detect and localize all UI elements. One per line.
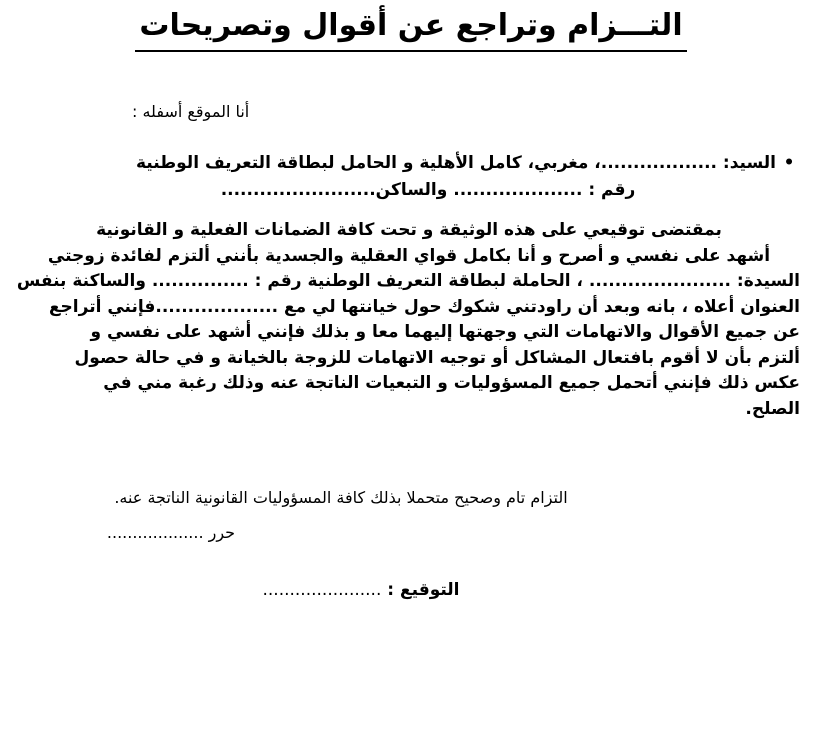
date-field: حرر ...................: [106, 523, 236, 542]
intro-text: أنا الموقع أسفله :: [132, 102, 250, 121]
body-paragraph: [18, 218, 800, 422]
body-line: بمقتضى توقيعي على هذه الوثيقة و تحت كافة الضمانات الفعلية و القانونية: [96, 220, 722, 240]
closing-statement: التزام تام وصحيح متحملا بذلك كافة المسؤوليات القانونية الناتجة عنه.: [114, 488, 568, 507]
identity-line-2: رقم : .................... والساكن........................: [220, 180, 636, 200]
body-line: العنوان أعلاه ، بانه وبعد أن راودتني شكوك حول خيانتها لي مع ...................فإنني أتراجع: [48, 296, 800, 317]
signature-dots: ......................: [262, 580, 382, 600]
list-item: [20, 150, 802, 204]
body-line: أشهد على نفسي و أصرح و أنا بكامل قواي العقلية والجسدية بأنني ألتزم لفائدة زوجتي: [47, 245, 771, 266]
body-line: ألتزم بأن لا أقوم بافتعال المشاكل أو توجيه الاتهامات للزوجة بالخيانة و في حالة حصول: [74, 347, 800, 368]
body-line: عكس ذلك فإنني أتحمل جميع المسؤوليات و التبعيات الناتجة عنه وذلك رغبة مني في: [103, 373, 800, 393]
body-line: الصلح.: [745, 398, 800, 419]
signature-field: [0, 578, 822, 604]
body-line: السيدة: ...................... ، الحاملة لبطاقة التعريف الوطنية رقم : ............... والساكنة بنفس: [16, 271, 800, 291]
page-title: التـــزام وتراجع عن أقوال وتصريحات: [135, 6, 686, 52]
bullet-point-icon: •: [783, 153, 795, 173]
identity-line-1: السيد: ..................، مغربي، كامل الأهلية و الحامل لبطاقة التعريف الوطنية: [135, 153, 776, 173]
body-line: عن جميع الأقوال والاتهامات التي وجهتها إليهما معا و بذلك فإنني أشهد على نفسي و: [90, 322, 800, 342]
identity-text: [20, 150, 776, 204]
identity-bullet-block: [20, 150, 802, 204]
title-container: [0, 6, 822, 52]
signature-label: التوقيع :: [387, 580, 460, 600]
